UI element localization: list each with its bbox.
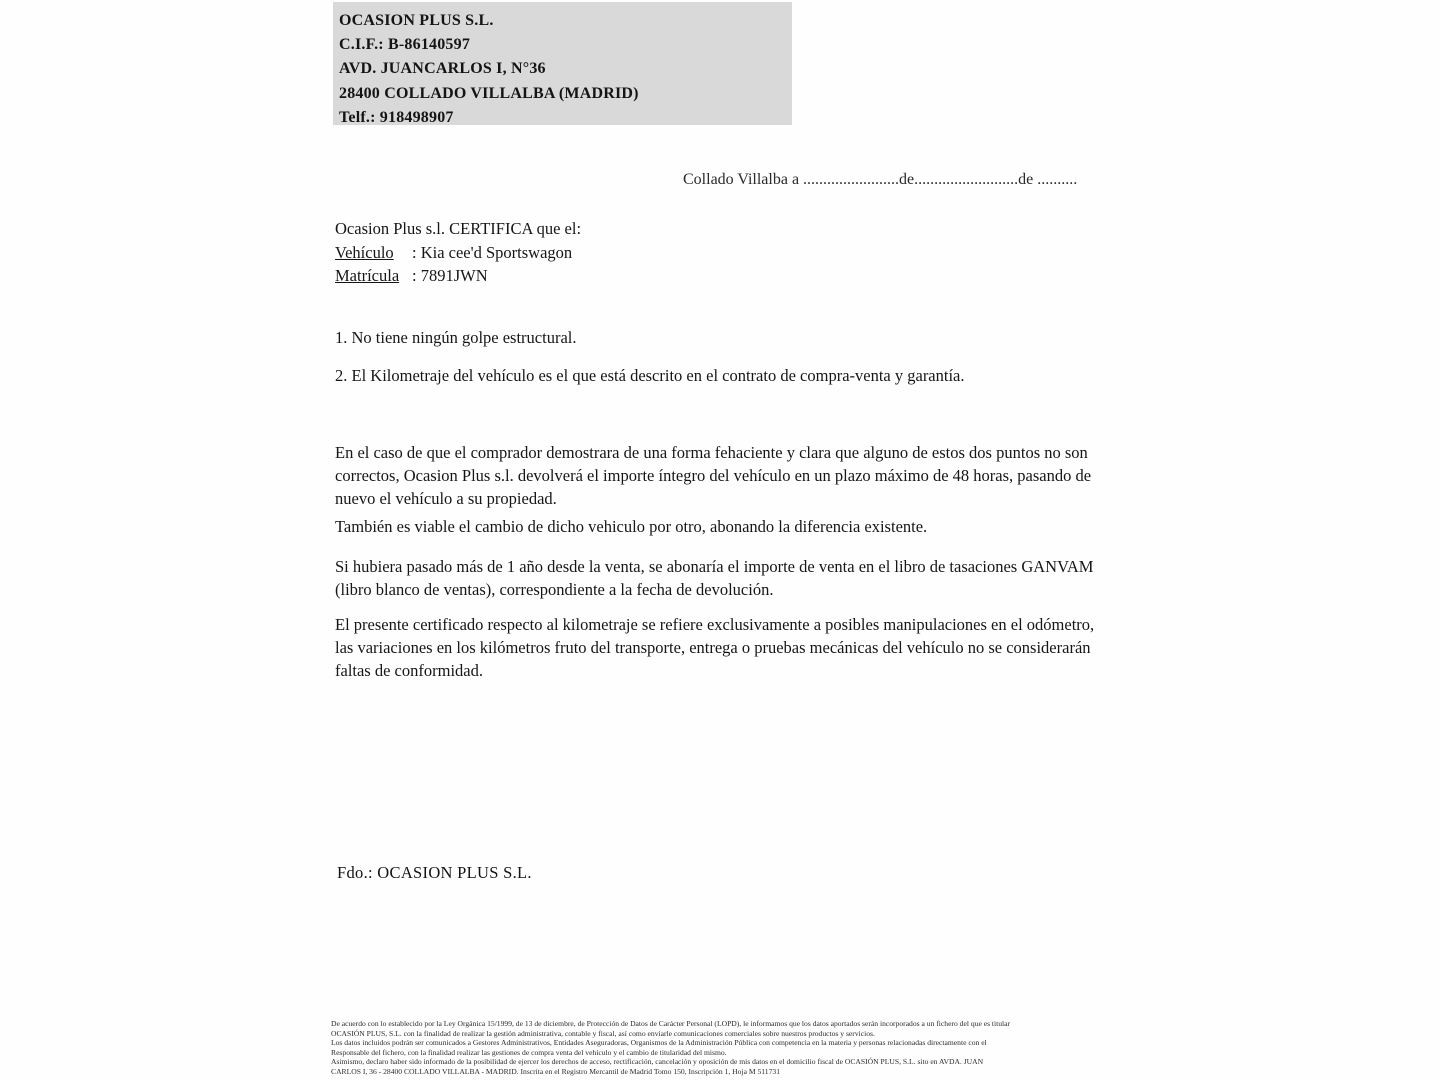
date-fill-in-line: Collado Villalba a ........................de..........................de .......... [683,171,1078,188]
paragraph-odometer: El presente certificado respecto al kilometraje se refiere exclusivamente a posibles manipulaciones en el odómetro, las variaciones en los kilómetros fruto del transporte, entrega o pruebas mecánicas del vehículo no se considerarán faltas de conformidad. [335,615,1095,680]
legal-line: CARLOS I, 36 - 28400 COLLADO VILLALBA - MADRID. Inscrita en el Registro Mercantil de Madrid Tomo 150, Inscripción 1, Hoja M 511731 [331,1066,780,1076]
company-cif: C.I.F.: B-86140597 [339,36,471,54]
vehicle-value: : Kia cee'd Sportswagon [412,243,573,262]
legal-line: OCASIÓN PLUS, S.L. con la finalidad de realizar la gestión administrativa, contable y fiscal, así como enviarle comunicaciones comerciales sobre nuestros productos y servicios. [331,1028,875,1038]
paragraph-refund: En el caso de que el comprador demostrara de una forma fehaciente y clara que alguno de estos dos puntos no son correctos, Ocasion Plus s.l. devolverá el importe íntegro del vehículo en un plazo máximo de 48 horas, pasando de nuevo el vehículo a su propiedad. [335,443,1092,508]
certify-intro: Ocasion Plus s.l. CERTIFICA que el: [335,219,582,238]
company-phone: Telf.: 918498907 [339,108,454,126]
company-address: AVD. JUANCARLOS I, N°36 [339,60,546,78]
vehicle-label: Vehículo [335,243,394,262]
statement-2: 2. El Kilometraje del vehículo es el que está descrito en el contrato de compra-venta y garantía. [335,366,965,385]
paragraph-ganvam: Si hubiera pasado más de 1 año desde la venta, se abonaría el importe de venta en el libro de tasaciones GANVAM (libro blanco de ventas), correspondiente a la fecha de devolución. [335,557,1094,599]
signature-line: Fdo.: OCASION PLUS S.L. [337,863,532,882]
letterhead-box [333,2,792,125]
legal-line: Asimismo, declaro haber sido informado de la posibilidad de ejercer los derechos de acceso, rectificación, cancelación y oposición de mis datos en el domicilio fiscal de OCASIÓN PLUS, S.L. sito en AVDA. JUAN [331,1057,984,1067]
legal-line: Responsable del fichero, con la finalidad realizar las gestiones de compra venta del vehículo y el cambio de titularidad del mismo. [331,1047,727,1057]
legal-line: Los datos incluidos podrán ser comunicados a Gestores Administrativos, Entidades Aseguradoras, Organismos de la Administración Pública con competencia en la materia y personas relacionadas directamente con el [331,1038,987,1048]
company-city: 28400 COLLADO VILLALBA (MADRID) [339,84,639,102]
vehicle-line [335,241,572,264]
plate-line [335,264,488,287]
plate-label: Matrícula [335,266,400,285]
plate-value: : 7891JWN [412,266,488,285]
legal-line: De acuerdo con lo establecido por la Ley Orgánica 15/1999, de 13 de diciembre, de Protección de Datos de Carácter Personal (LOPD), le informamos que los datos aportados serán incorporados a un fichero del que es titular [331,1019,1011,1028]
company-name: OCASION PLUS S.L. [339,12,494,29]
paragraph-exchange: También es viable el cambio de dicho vehiculo por otro, abonando la diferencia existente. [335,517,928,536]
legal-fine-print [331,1019,1111,1077]
statement-1: 1. No tiene ningún golpe estructural. [335,328,577,347]
